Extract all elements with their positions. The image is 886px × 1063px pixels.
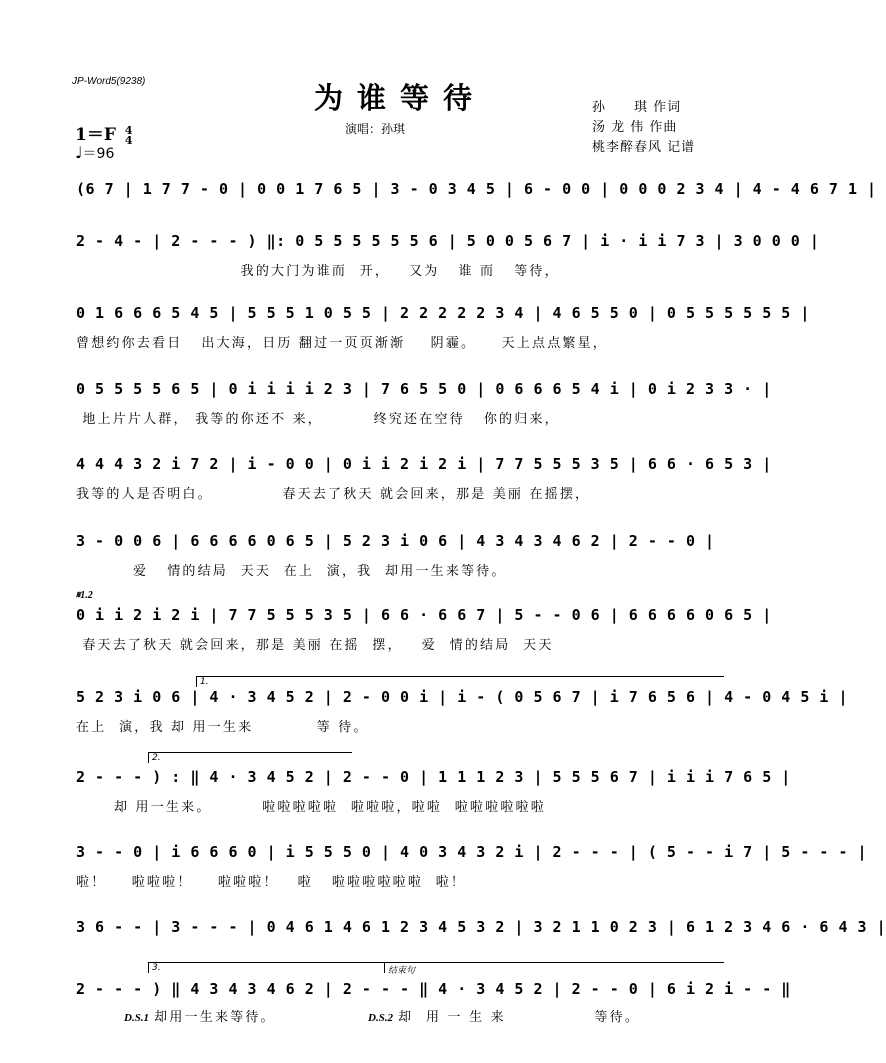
song-title: 为谁等待 [313, 81, 486, 115]
notation-line: 0 1 6 6 6 5 4 5 | 5 5 5 1 0 5 5 | 2 2 2 2 2 3 4 | 4 6 5 5 0 | 0 5 5 5 5 5 5 | [76, 304, 810, 322]
notation-line: 2 - 4 - | 2 - - - ) ‖: 0 5 5 5 5 5 5 6 | 5 0 0 5 6 7 | i · i i 7 3 | 3 0 0 0 | [76, 232, 820, 250]
software-label: JP-Word5(9238) [72, 76, 146, 87]
lyric-line: 爱 情的结局 天天 在上 演，我 却用一生来等待。 [76, 564, 507, 579]
ds1-line [124, 1006, 276, 1025]
lyric-line: 春天去了秋天 就会回来，那是 美丽 在摇 摆， 爱 情的结局 天天 [76, 638, 554, 653]
singer-credit: 演唱：孙琪 [345, 122, 406, 136]
notation-line: 0 5 5 5 5 6 5 | 0 i i i i 2 3 | 7 6 5 5 0 | 0 6 6 6 5 4 i | 0 i 2 3 3 · | [76, 380, 772, 398]
notation-line: 4 4 4 3 2 i 7 2 | i - 0 0 | 0 i i 2 i 2 i | 7 7 5 5 5 3 5 | 6 6 · 6 5 3 | [76, 455, 772, 473]
notation-line: (6 7 | 1 7 7 - 0 | 0 0 1 7 6 5 | 3 - 0 3 4 5 | 6 - 0 0 | 0 0 0 2 3 4 | 4 - 4 6 7 1 | [76, 180, 877, 198]
lyric-line: 我的大门为谁而 开， 又为 谁 而 等待， [76, 264, 560, 279]
transcriber-credit: 桃李醉春风 记谱 [592, 140, 696, 155]
lyric-line: 曾想约你去看日 出大海，日历 翻过一页页渐渐 阴霾。 天上点点繁星， [76, 336, 608, 351]
credits [592, 98, 695, 158]
ds1-label: D.S.1 [124, 1012, 150, 1024]
segno-mark: 𝄋1.2 [76, 590, 93, 601]
lyric-line: 地上片片人群， 我等的你还不 来， 终究还在空待 你的归来， [76, 412, 560, 427]
notation-line: 5 2 3 i 0 6 | 4 · 3 4 5 2 | 2 - 0 0 i | i - ( 0 5 6 7 | i 7 6 5 6 | 4 - 0 4 5 i | [76, 688, 848, 706]
tempo-value: ＝96 [82, 146, 115, 162]
notation-line: 3 - - 0 | i 6 6 6 0 | i 5 5 5 0 | 4 0 3 4 3 2 i | 2 - - - | ( 5 - - i 7 | 5 - - - | [76, 843, 868, 861]
key-signature [75, 120, 132, 146]
volta-3: 3. [148, 962, 384, 973]
lyric-line: 啦！ 啦啦啦！ 啦啦啦！ 啦 啦啦啦啦啦啦 啦！ [76, 875, 467, 890]
notation-line: 3 - 0 0 6 | 6 6 6 6 0 6 5 | 5 2 3 i 0 6 | 4 3 4 3 4 6 2 | 2 - - 0 | [76, 532, 715, 550]
notation-line: 2 - - - ) : ‖ 4 · 3 4 5 2 | 2 - - 0 | 1 1 1 2 3 | 5 5 5 6 7 | i i i 7 6 5 | [76, 768, 791, 786]
notation-line: 0 i i 2 i 2 i | 7 7 5 5 5 3 5 | 6 6 · 6 6 7 | 5 - - 0 6 | 6 6 6 6 0 6 5 | [76, 606, 772, 624]
ds1-lyric: 却用一生来等待。 [154, 1010, 276, 1025]
volta-ending: 结束句 [384, 962, 724, 973]
quarter-note-icon: ♩ [75, 143, 83, 162]
ds2-line [368, 1006, 640, 1025]
composer-credit: 汤 龙 伟 作曲 [592, 120, 678, 135]
ds2-label: D.S.2 [368, 1012, 394, 1024]
lyric-line: 我等的人是否明白。 春天去了秋天 就会回来，那是 美丽 在摇摆， [76, 487, 591, 502]
tempo-marking [75, 143, 114, 163]
volta-1: 1. [196, 676, 724, 687]
time-signature [124, 123, 133, 147]
ds2-lyric: 却 用 一 生 来 等待。 [398, 1010, 641, 1025]
time-bottom: 4 [124, 133, 133, 147]
notation-line: 2 - - - ) ‖ 4 3 4 3 4 6 2 | 2 - - - ‖ 4 · 3 4 5 2 | 2 - - 0 | 6 i 2 i - - ‖ [76, 980, 791, 998]
lyric-line: 在上 演，我 却 用一生来 等 待。 [76, 720, 369, 735]
notation-line: 3 6 - - | 3 - - - | 0 4 6 1 4 6 1 2 3 4 5 3 2 | 3 2 1 1 0 2 3 | 6 1 2 3 4 6 · 6 4 3 | [76, 918, 886, 936]
lyricist-credit: 孙 琪 作词 [592, 100, 682, 115]
volta-2: 2. [148, 752, 352, 763]
key-label: 1＝F [75, 125, 116, 145]
time-top: 4 [124, 123, 133, 137]
lyric-line: 却 用一生来。 啦啦啦啦啦 啦啦啦，啦啦 啦啦啦啦啦啦 [76, 800, 546, 815]
